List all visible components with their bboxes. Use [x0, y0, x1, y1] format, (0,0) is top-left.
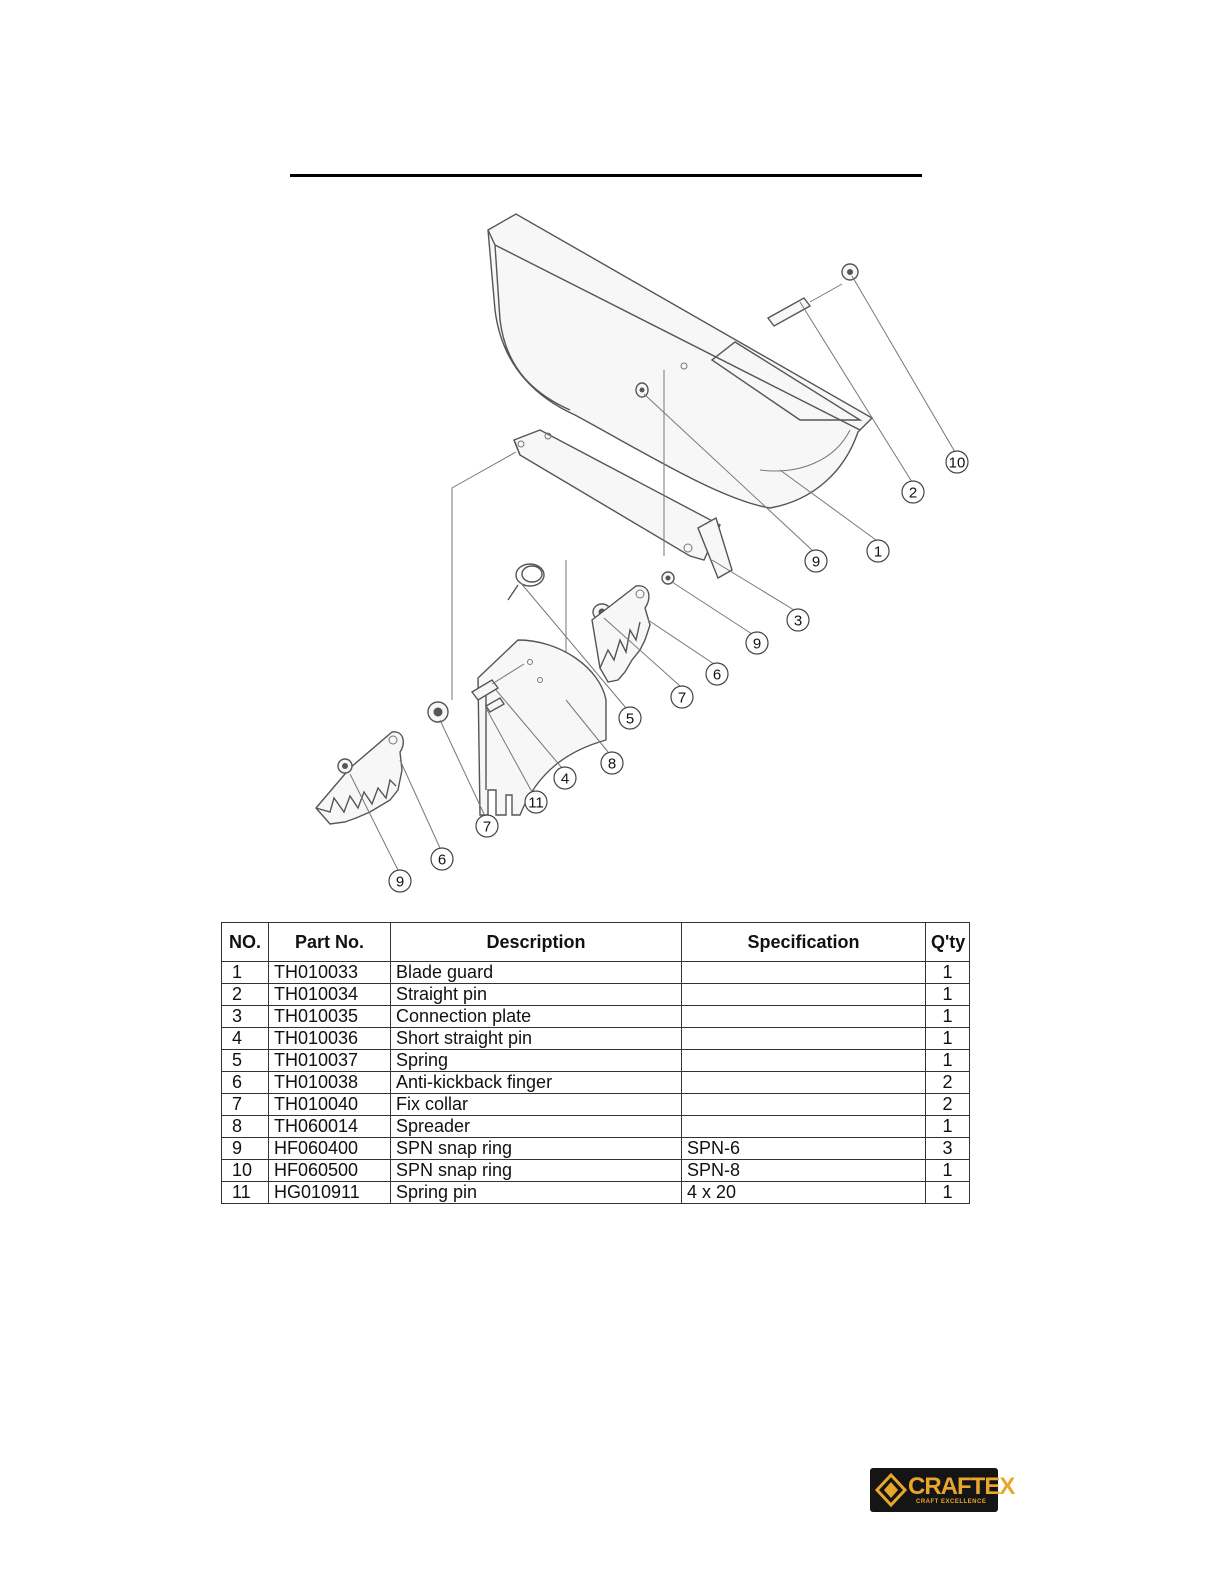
table-row	[222, 1050, 970, 1072]
parts-table	[221, 922, 970, 1204]
svg-text:11: 11	[528, 794, 544, 812]
table-row	[222, 1094, 970, 1116]
svg-text:9: 9	[395, 873, 405, 891]
cell-specification	[682, 962, 926, 984]
cell-qty: 1	[926, 1182, 970, 1204]
cell-description: Blade guard	[391, 962, 682, 984]
svg-text:6: 6	[437, 851, 447, 869]
parts-table-header	[222, 923, 970, 962]
cell-part-no: TH010035	[269, 1006, 391, 1028]
cell-no: 5	[222, 1050, 269, 1072]
header-part-no: Part No.	[269, 923, 391, 962]
cell-specification: 4 x 20	[682, 1182, 926, 1204]
cell-qty: 2	[926, 1072, 970, 1094]
cell-description: Straight pin	[391, 984, 682, 1006]
svg-text:9: 9	[811, 553, 821, 571]
cell-part-no: HF060500	[269, 1160, 391, 1182]
cell-specification	[682, 1006, 926, 1028]
cell-specification	[682, 1028, 926, 1050]
cell-specification	[682, 1116, 926, 1138]
callout-9	[389, 870, 411, 892]
header-description: Description	[391, 923, 682, 962]
table-row	[222, 1072, 970, 1094]
cell-description: Spring	[391, 1050, 682, 1072]
header-specification: Specification	[682, 923, 926, 962]
table-row	[222, 1116, 970, 1138]
logo-wordmark: CRAFTEX	[908, 1473, 1015, 1500]
craftex-logo	[870, 1468, 1015, 1512]
callout-7	[476, 815, 498, 837]
table-row	[222, 1006, 970, 1028]
callout-8	[601, 752, 623, 774]
cell-qty: 1	[926, 1160, 970, 1182]
cell-no: 6	[222, 1072, 269, 1094]
cell-qty: 1	[926, 1116, 970, 1138]
table-row	[222, 1160, 970, 1182]
cell-specification: SPN-6	[682, 1138, 926, 1160]
svg-text:2: 2	[908, 484, 918, 502]
cell-part-no: TH010038	[269, 1072, 391, 1094]
callout-2	[902, 481, 924, 503]
cell-no: 1	[222, 962, 269, 984]
cell-part-no: TH010040	[269, 1094, 391, 1116]
cell-no: 11	[222, 1182, 269, 1204]
callout-10	[946, 451, 968, 473]
cell-no: 10	[222, 1160, 269, 1182]
cell-part-no: TH010037	[269, 1050, 391, 1072]
svg-text:7: 7	[482, 818, 492, 836]
table-row	[222, 962, 970, 984]
cell-qty: 1	[926, 962, 970, 984]
logo-tagline: CRAFT EXCELLENCE	[916, 1499, 987, 1505]
header-qty: Q'ty	[926, 923, 970, 962]
svg-text:1: 1	[873, 543, 883, 561]
cell-qty: 1	[926, 1006, 970, 1028]
cell-no: 8	[222, 1116, 269, 1138]
callout-1	[867, 540, 889, 562]
cell-qty: 1	[926, 1050, 970, 1072]
cell-no: 4	[222, 1028, 269, 1050]
callout-5	[619, 707, 641, 729]
svg-text:3: 3	[793, 612, 803, 630]
cell-specification	[682, 1072, 926, 1094]
svg-text:4: 4	[560, 770, 570, 788]
cell-description: SPN snap ring	[391, 1160, 682, 1182]
cell-part-no: HG010911	[269, 1182, 391, 1204]
callout-11	[525, 791, 547, 813]
cell-specification: SPN-8	[682, 1160, 926, 1182]
svg-text:7: 7	[677, 689, 687, 707]
craftex-diamond-icon	[875, 1473, 907, 1507]
callout-9	[805, 550, 827, 572]
cell-description: SPN snap ring	[391, 1138, 682, 1160]
cell-description: Fix collar	[391, 1094, 682, 1116]
cell-no: 9	[222, 1138, 269, 1160]
cell-qty: 1	[926, 984, 970, 1006]
callout-9	[746, 632, 768, 654]
table-row	[222, 1028, 970, 1050]
cell-specification	[682, 1050, 926, 1072]
svg-text:6: 6	[712, 666, 722, 684]
svg-text:9: 9	[752, 635, 762, 653]
cell-description: Anti-kickback finger	[391, 1072, 682, 1094]
svg-text:8: 8	[607, 755, 617, 773]
svg-text:5: 5	[625, 710, 635, 728]
cell-description: Spring pin	[391, 1182, 682, 1204]
cell-part-no: TH060014	[269, 1116, 391, 1138]
cell-no: 3	[222, 1006, 269, 1028]
callout-7	[671, 686, 693, 708]
cell-part-no: HF060400	[269, 1138, 391, 1160]
cell-description: Spreader	[391, 1116, 682, 1138]
header-no: NO.	[222, 923, 269, 962]
cell-part-no: TH010036	[269, 1028, 391, 1050]
cell-part-no: TH010033	[269, 962, 391, 984]
table-row	[222, 984, 970, 1006]
svg-text:10: 10	[948, 454, 966, 472]
table-row	[222, 1182, 970, 1204]
cell-no: 7	[222, 1094, 269, 1116]
table-row	[222, 1138, 970, 1160]
cell-description: Short straight pin	[391, 1028, 682, 1050]
cell-qty: 3	[926, 1138, 970, 1160]
cell-description: Connection plate	[391, 1006, 682, 1028]
callout-4	[554, 767, 576, 789]
cell-part-no: TH010034	[269, 984, 391, 1006]
cell-qty: 2	[926, 1094, 970, 1116]
cell-specification	[682, 984, 926, 1006]
callout-6	[706, 663, 728, 685]
callout-3	[787, 609, 809, 631]
cell-qty: 1	[926, 1028, 970, 1050]
cell-no: 2	[222, 984, 269, 1006]
callout-6	[431, 848, 453, 870]
cell-specification	[682, 1094, 926, 1116]
